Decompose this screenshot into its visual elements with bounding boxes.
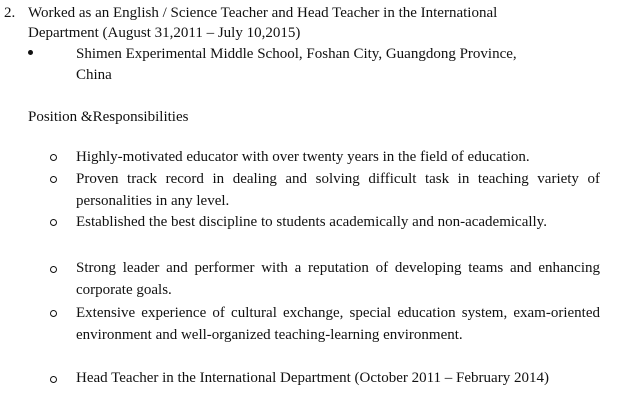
bullet-circle-icon <box>50 310 57 317</box>
school-line-1: Shimen Experimental Middle School, Foshan City, Guangdong Province, <box>76 46 517 62</box>
entry-title-line-2: Department (August 31,2011 – July 10,2015) <box>28 25 301 41</box>
section-title: Position &Responsibilities <box>28 109 189 125</box>
entry-number: 2. <box>4 5 16 21</box>
bullet-circle-icon <box>50 176 57 183</box>
responsibility-item: Highly-motivated educator with over twenty years in the field of education. <box>76 149 530 165</box>
bullet-disc-icon <box>28 50 33 55</box>
responsibility-item: Strong leader and performer with a reputation of developing teams and enhancing corporate goals. <box>76 260 600 298</box>
entry-title-line-1: Worked as an English / Science Teacher and Head Teacher in the International <box>28 5 498 21</box>
responsibility-item: Extensive experience of cultural exchange, special education system, exam-oriented environment and well-organized teaching-learning environment. <box>76 305 600 343</box>
school-line-2: China <box>76 67 112 83</box>
responsibility-item: Established the best discipline to students academically and non-academically. <box>76 214 547 230</box>
bullet-circle-icon <box>50 219 57 226</box>
bullet-circle-icon <box>50 266 57 273</box>
bullet-circle-icon <box>50 154 57 161</box>
bullet-circle-icon <box>50 376 57 383</box>
responsibility-item: Proven track record in dealing and solving difficult task in teaching variety of personalities in any level. <box>76 171 600 209</box>
responsibility-item: Head Teacher in the International Department (October 2011 – February 2014) <box>76 370 549 386</box>
